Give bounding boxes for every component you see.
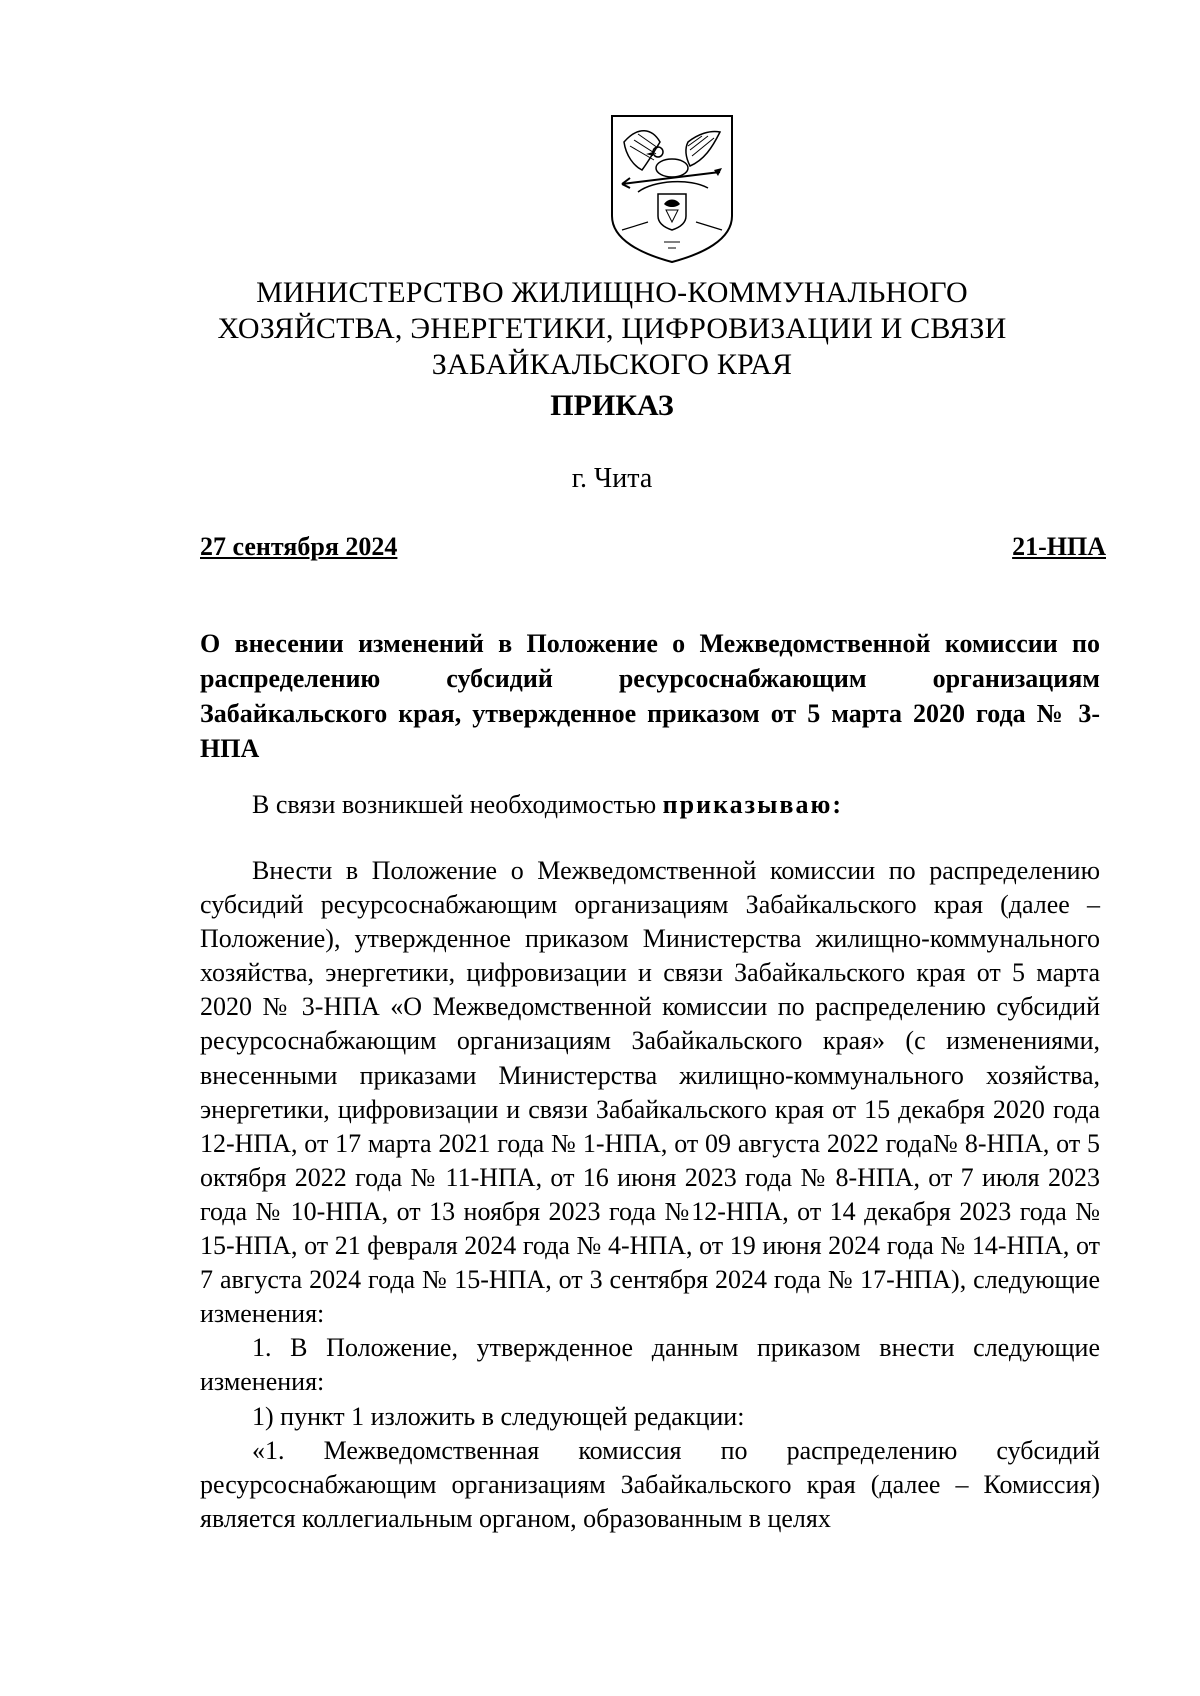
ministry-line: МИНИСТЕРСТВО ЖИЛИЩНО-КОММУНАЛЬНОГО — [256, 276, 968, 309]
ministry-line: ХОЗЯЙСТВА, ЭНЕРГЕТИКИ, ЦИФРОВИЗАЦИИ И СВЯЗИ — [217, 312, 1007, 345]
document-date: 27 сентября 2024 — [200, 532, 398, 561]
body-paragraph: «1. Межведомственная комиссия по распределению субсидий ресурсоснабжающим организациям Забайкальского края (далее – Комиссия) является коллегиальным органом, образованным в целях — [200, 1435, 1100, 1533]
body-paragraph: 1) пункт 1 изложить в следующей редакции: — [252, 1401, 745, 1431]
city: г. Чита — [571, 463, 653, 494]
intro-line — [252, 788, 1100, 822]
body-paragraph: Внести в Положение о Межведомственной комиссии по распределению субсидий ресурсоснабжающим организациям Забайкальского края (далее – Положение), утвержденное приказом Министерства жилищно-коммунального хозяйства, энергетики, цифровизации и связи Забайкальского края от 5 марта 2020 № 3-НПА «О Межведомственной комиссии по распределению субсидий ресурсоснабжающим организациям Забайкальского края» (с изменениями, внесенными приказами Министерства жилищно-коммунального хозяйства, энергетики, цифровизации и связи Забайкальского края от 15 декабря 2020 года 12-НПА, от 17 марта 2021 года № 1-НПА, от 09 августа 2022 года№ 8-НПА, от 5 октября 2022 года № 11-НПА, от 16 июня 2023 года № 8-НПА, от 7 июля 2023 года № 10-НПА, от 13 ноября 2023 года №12-НПА, от 14 декабря 2023 года № 15-НПА, от 21 февраля 2024 года № 4-НПА, от 19 июня 2024 года № 14-НПА, от 7 августа 2024 года № 15-НПА, от 3 сентября 2024 года № 17-НПА), следующие изменения: — [200, 856, 1100, 1329]
ministry-name — [200, 275, 1024, 383]
body-paragraph: 1. В Положение, утвержденное данным приказом внести следующие изменения: — [200, 1333, 1100, 1397]
intro-emphasis: приказываю: — [662, 790, 843, 819]
document-number: 21-НПА — [1012, 532, 1106, 561]
document-type: ПРИКАЗ — [550, 389, 674, 422]
document-subject: О внесении изменений в Положение о Межведомственной комиссии по распределению субсидий ресурсоснабжающим организациям Забайкальского края, утвержденное приказом от 5 марта 2020 года № 3-НПА — [200, 629, 1100, 763]
ministry-line: ЗАБАЙКАЛЬСКОГО КРАЯ — [431, 348, 793, 381]
intro-text: В связи возникшей необходимостью — [252, 790, 663, 819]
coat-of-arms-icon — [608, 112, 736, 264]
document-body — [200, 854, 1100, 1536]
